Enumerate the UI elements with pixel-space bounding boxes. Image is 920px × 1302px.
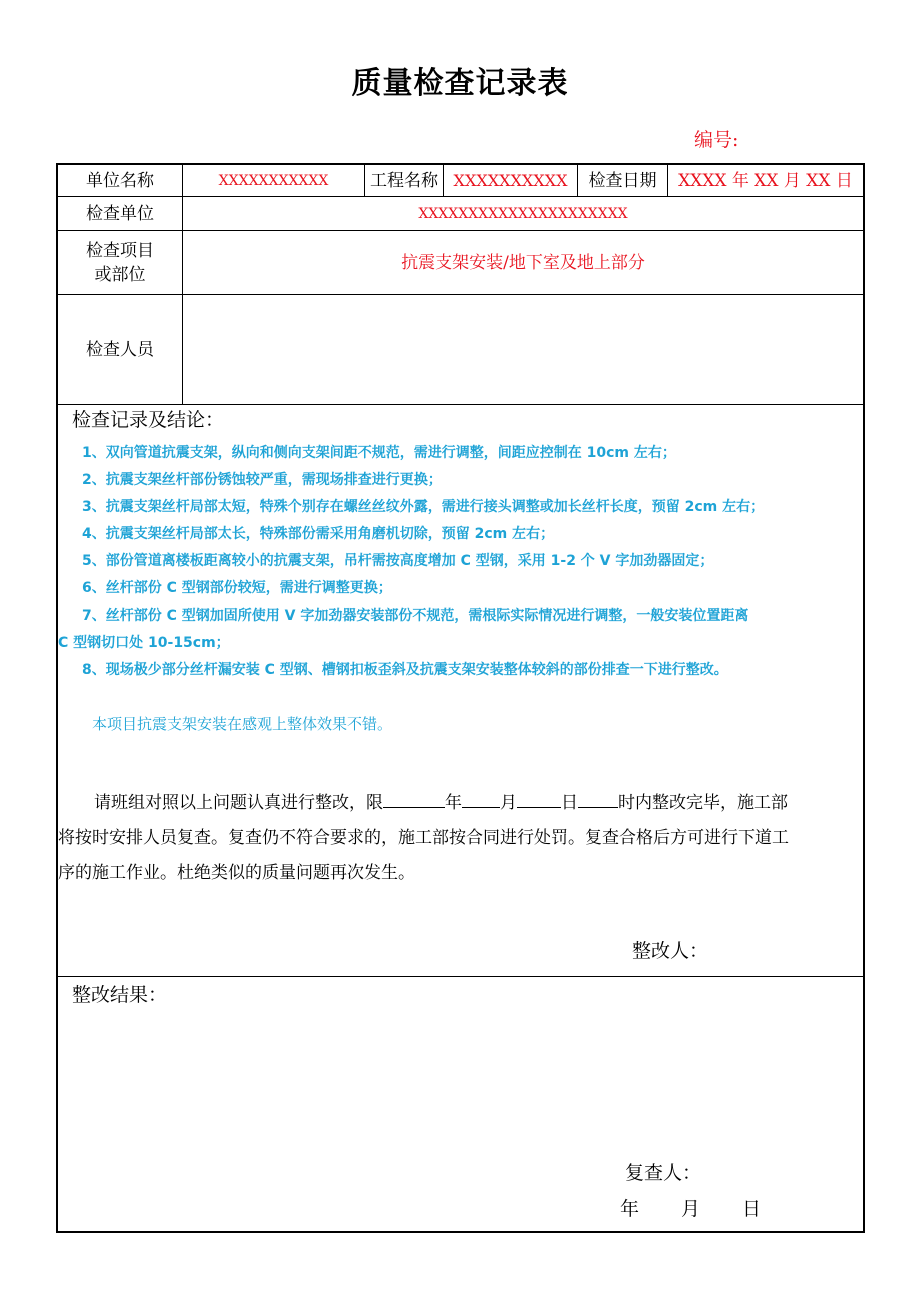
serial-number-label: 编号: <box>694 129 739 151</box>
deadline-hour-blank[interactable] <box>578 789 618 808</box>
inspection-form <box>56 163 865 1233</box>
reviewer-label: 复查人： <box>625 1162 702 1184</box>
unit-name-label: 单位名称 <box>86 171 154 191</box>
inspect-unit-label: 检查单位 <box>86 203 154 224</box>
record-item: 7、丝杆部份 C 型钢加固所使用 V 字加劲器安装部份不规范，需根际实际情况进行调整，一般安装位置距离 <box>82 608 749 624</box>
rectifier-label: 整改人： <box>632 940 709 962</box>
inspect-item-label-line1: 检查项目 <box>86 240 154 261</box>
check-date-label: 检查日期 <box>588 171 657 191</box>
project-name-label: 工程名称 <box>370 171 438 191</box>
record-item: C 型钢切口处 10-15cm； <box>58 635 230 651</box>
instruction-line1 <box>58 786 854 821</box>
result-heading: 整改结果： <box>72 984 168 1006</box>
instruction-line3: 序的施工作业。杜绝类似的质量问题再次发生。 <box>58 863 415 883</box>
inspect-unit-value[interactable]: XXXXXXXXXXXXXXXXXXXXX <box>418 205 628 222</box>
record-conclusion: 本项目抗震支架安装在感观上整体效果不错。 <box>92 715 393 733</box>
deadline-year-blank[interactable] <box>383 789 445 808</box>
page-title: 质量检查记录表 <box>351 66 569 101</box>
record-item: 5、部份管道离楼板距离较小的抗震支架，吊杆需按高度增加 C 型钢，采用 1-2 个 V 字加劲器固定； <box>82 553 714 569</box>
record-item: 1、双向管道抗震支架，纵向和侧向支架间距不规范，需进行调整，间距应控制在 10cm 左右； <box>82 445 676 461</box>
review-date-year: 年 <box>620 1198 640 1220</box>
record-item: 8、现场极少部分丝杆漏安装 C 型钢、槽钢扣板歪斜及抗震支架安装整体较斜的部份排查一下进行整改。 <box>82 662 728 678</box>
inspect-item-label <box>58 231 182 294</box>
record-heading: 检查记录及结论： <box>72 409 225 431</box>
inspect-item-label-line2: 或部位 <box>94 264 146 285</box>
rectification-instruction <box>58 786 854 891</box>
check-date-value[interactable]: XXXX 年 XX 月 XX 日 <box>678 171 853 191</box>
instruction-year: 年 <box>445 793 462 813</box>
review-date <box>620 1194 761 1221</box>
record-item: 6、丝杆部份 C 型钢部份较短，需进行调整更换； <box>82 580 392 596</box>
record-item: 2、抗震支架丝杆部份锈蚀较严重，需现场排查进行更换； <box>82 472 442 488</box>
unit-name-value[interactable]: XXXXXXXXXXX <box>218 173 329 189</box>
row-divider <box>58 976 863 977</box>
record-item: 3、抗震支架丝杆局部太短，特殊个别存在螺丝丝纹外露，需进行接头调整或加长丝杆长度，预留 2cm 左右； <box>82 499 765 515</box>
review-date-month: 月 <box>681 1198 701 1220</box>
inspector-value[interactable] <box>183 295 863 404</box>
instruction-text1: 请班组对照以上问题认真进行整改，限 <box>94 793 383 813</box>
record-item: 4、抗震支架丝杆局部太长，特殊部份需采用角磨机切除，预留 2cm 左右； <box>82 526 555 542</box>
project-name-value[interactable]: XXXXXXXXXX <box>453 171 568 190</box>
instruction-month: 月 <box>500 793 517 813</box>
inspector-label: 检查人员 <box>86 339 154 360</box>
instruction-text2: 时内整改完毕，施工部 <box>618 793 788 813</box>
inspect-item-value[interactable]: 抗震支架安装/地下室及地上部分 <box>401 252 645 273</box>
deadline-day-blank[interactable] <box>517 789 561 808</box>
instruction-day: 日 <box>561 793 578 813</box>
instruction-line2: 将按时安排人员复查。复查仍不符合要求的，施工部按合同进行处罚。复查合格后方可进行下道工 <box>58 828 789 848</box>
deadline-month-blank[interactable] <box>462 789 500 808</box>
review-date-day: 日 <box>742 1198 762 1220</box>
